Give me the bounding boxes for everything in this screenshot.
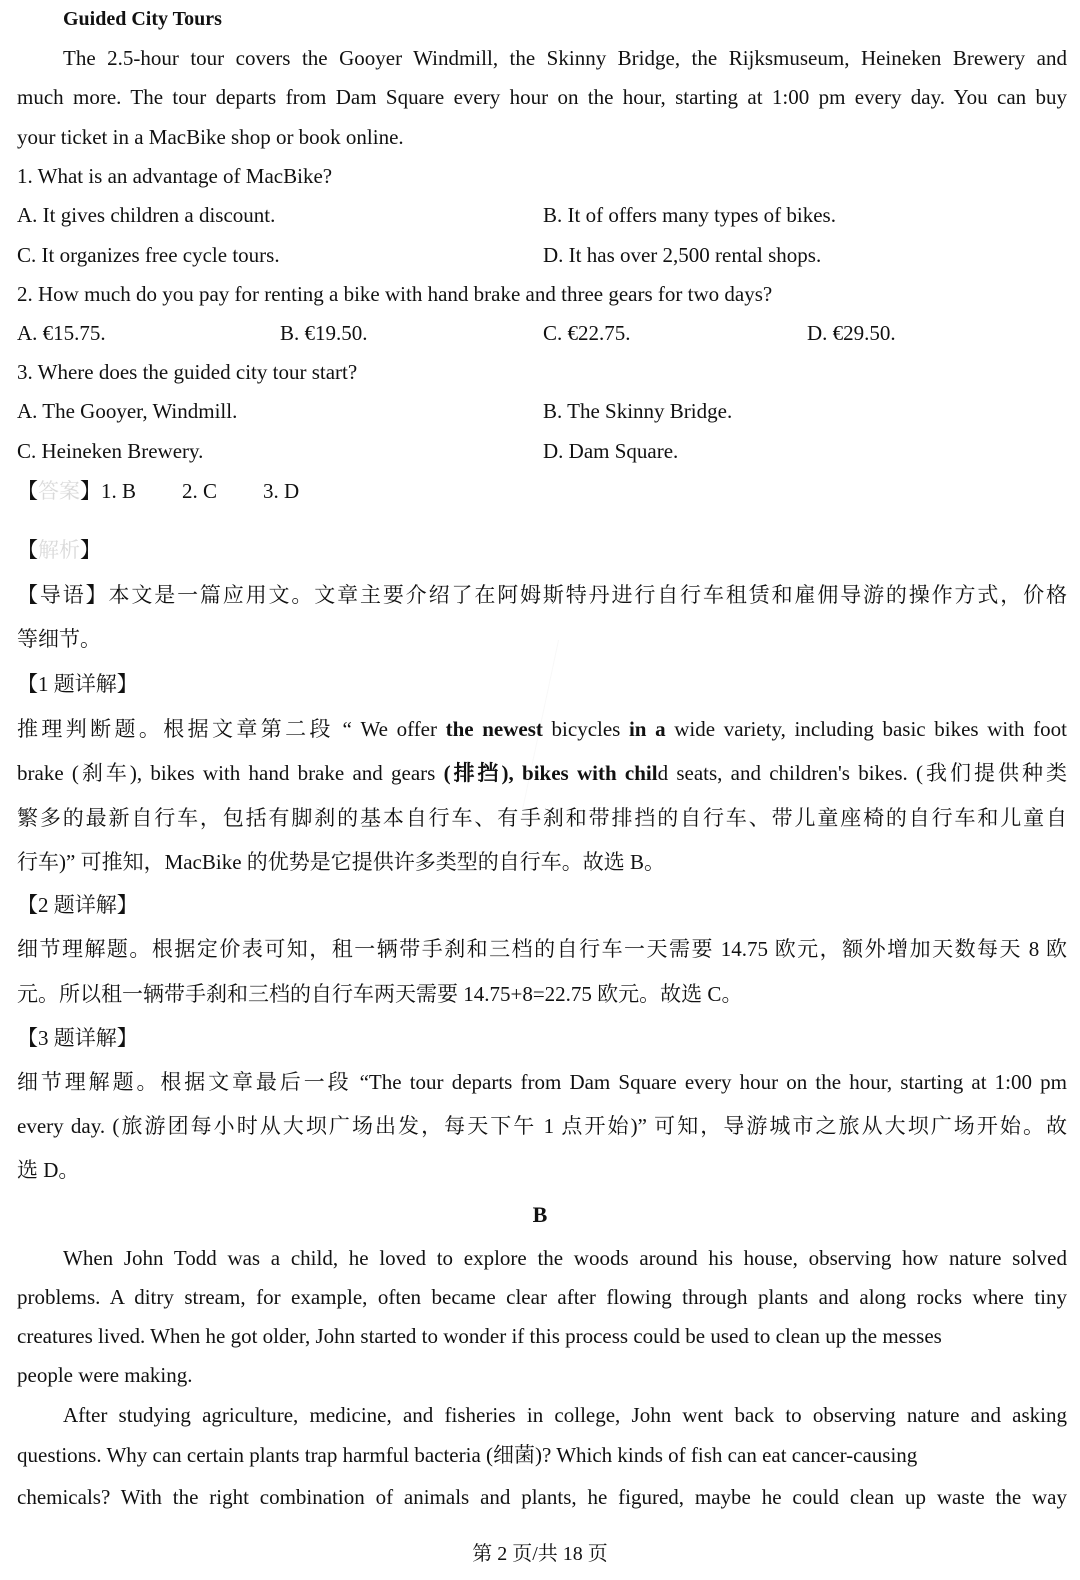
detail-1-line [17, 716, 1067, 742]
detail-3-heading: 【3 题详解】 [17, 1026, 138, 1050]
answer-label: 答案 [38, 479, 80, 503]
detail-2-line: 元。所以租一辆带手刹和三档的自行车两天需要 14.75+8=22.75 欧元。故选 C。 [17, 982, 743, 1006]
intro-label: 【导语】 [17, 583, 109, 607]
analysis-bracket-close: 】 [80, 538, 101, 562]
question-1-option-c: C. It organizes free cycle tours. [17, 243, 280, 267]
intro-line: 等细节。 [17, 627, 101, 651]
answer-row [17, 478, 299, 504]
answer-1: 1. B [101, 479, 137, 503]
answer-bracket-close: 】 [80, 479, 101, 503]
detail-3-line: 选 D。 [17, 1158, 80, 1182]
detail-1-line [17, 760, 1067, 786]
question-3-option-a: A. The Gooyer, Windmill. [17, 399, 238, 423]
question-2-option-a: A. €15.75. [17, 321, 106, 345]
section-b-paragraph-line: creatures lived. When he got older, John started to wonder if this process could be used to clean up the messes [17, 1324, 942, 1348]
answer-bracket-open: 【 [17, 479, 38, 503]
detail-1-bold-text: in a [628, 717, 666, 741]
page-indicator: 第 2 页/共 18 页 [472, 1543, 608, 1565]
section-b-heading: B [532, 1202, 548, 1227]
detail-1-heading: 【1 题详解】 [17, 672, 138, 696]
analysis-label: 解析 [38, 538, 80, 562]
section-b-paragraph-line: people were making. [17, 1363, 193, 1387]
detail-1-text: d seats, and children's bikes. (我们提供种类 [657, 761, 1068, 785]
intro-text: 本文是一篇应用文。文章主要介绍了在阿姆斯特丹进行自行车租赁和雇佣导游的操作方式，价格 [108, 583, 1067, 607]
detail-1-bold-text: the newest [445, 717, 543, 741]
paragraph-line: The 2.5-hour tour covers the Gooyer Windmill, the Skinny Bridge, the Rijksmuseum, Heineken Brewery and [63, 46, 1067, 70]
detail-1-text: bicycles [542, 717, 629, 741]
question-2-text: 2. How much do you pay for renting a bike with hand brake and three gears for two days? [17, 282, 773, 306]
section-b-paragraph-line: questions. Why can certain plants trap harmful bacteria (细菌)? Which kinds of fish can eat cancer-causing [17, 1443, 918, 1467]
detail-2-heading: 【2 题详解】 [17, 893, 138, 917]
question-3-text: 3. Where does the guided city tour start? [17, 360, 358, 384]
answer-3: 3. D [263, 479, 300, 503]
detail-1-text: wide variety, including basic bikes with foot [665, 717, 1067, 741]
question-3-option-b: B. The Skinny Bridge. [543, 399, 733, 423]
section-b-paragraph-line: chemicals? With the right combination of animals and plants, he figured, maybe he could clean up waste the way [17, 1485, 1067, 1509]
detail-1-bold-text: (排挡), bikes with chil [443, 761, 658, 785]
question-3-option-d: D. Dam Square. [543, 439, 679, 463]
section-b-paragraph-line: After studying agriculture, medicine, and fisheries in college, John went back to observing nature and asking [63, 1403, 1067, 1427]
section-b-paragraph-line: When John Todd was a child, he loved to explore the woods around his house, observing how nature solved [63, 1246, 1067, 1270]
question-2-option-c: C. €22.75. [543, 321, 631, 345]
question-1-option-a: A. It gives children a discount. [17, 203, 276, 227]
detail-1-line: 繁多的最新自行车，包括有脚刹的基本自行车、有手刹和带排挡的自行车、带儿童座椅的自行车和儿童自 [17, 806, 1067, 830]
detail-3-line: every day. (旅游团每小时从大坝广场出发，每天下午 1 点开始)” 可知，导游城市之旅从大坝广场开始。故 [17, 1114, 1067, 1138]
detail-1-line: 行车)” 可推知，MacBike 的优势是它提供许多类型的自行车。故选 B。 [17, 850, 666, 874]
question-1-text: 1. What is an advantage of MacBike? [17, 164, 333, 188]
paragraph-line: much more. The tour departs from Dam Square every hour on the hour, starting at 1:00 pm every day. You can buy [17, 85, 1067, 109]
question-2-option-d: D. €29.50. [807, 321, 896, 345]
question-2-option-b: B. €19.50. [280, 321, 368, 345]
answer-2: 2. C [182, 479, 218, 503]
detail-1-text: brake (刹车), bikes with hand brake and gears [17, 761, 444, 785]
section-b-paragraph-line: problems. A ditry stream, for example, often became clear after flowing through plants and along rocks where tiny [17, 1285, 1067, 1309]
detail-2-line: 细节理解题。根据定价表可知，租一辆带手刹和三档的自行车一天需要 14.75 欧元，额外增加天数每天 8 欧 [17, 937, 1067, 961]
detail-3-line: 细节理解题。根据文章最后一段 “The tour departs from Dam Square every hour on the hour, starting at 1:00 pm [17, 1070, 1067, 1094]
question-1-option-b: B. It of offers many types of bikes. [543, 203, 836, 227]
detail-1-text: 推理判断题。根据文章第二段 “ We offer [17, 717, 446, 741]
section-heading: Guided City Tours [63, 8, 222, 30]
paragraph-line: your ticket in a MacBike shop or book online. [17, 125, 404, 149]
intro-line [17, 582, 1067, 608]
analysis-bracket-open: 【 [17, 538, 38, 562]
question-1-option-d: D. It has over 2,500 rental shops. [543, 243, 822, 267]
analysis-row [17, 537, 101, 563]
question-3-option-c: C. Heineken Brewery. [17, 439, 204, 463]
